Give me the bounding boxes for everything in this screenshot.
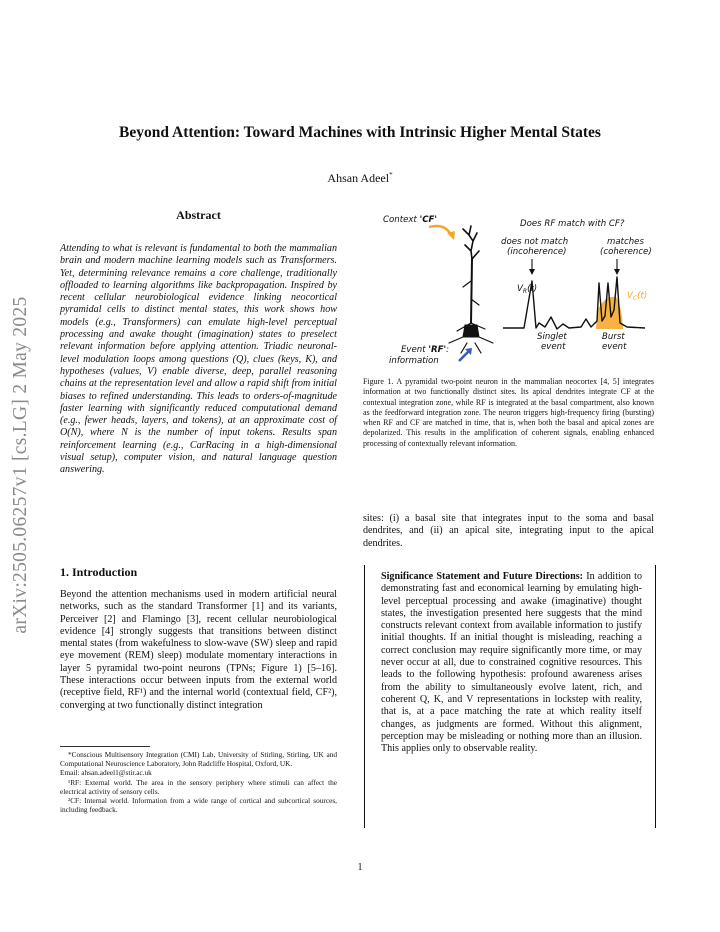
membrane-potential-trace xyxy=(503,277,648,329)
figure-context-label: Context 'CF' xyxy=(383,215,438,225)
abstract-heading: Abstract xyxy=(176,208,221,222)
match-line1: matches xyxy=(607,237,644,247)
figure-question: Does RF match with CF? xyxy=(520,219,625,229)
footnote-cf: ²CF: Internal world. Information from a wide range of cortical and subcortical sources, including feedback. xyxy=(60,796,337,815)
page-number: 1 xyxy=(357,862,363,873)
author-mark: * xyxy=(389,171,393,179)
paper-title: Beyond Attention: Toward Machines with Intrinsic Higher Mental States xyxy=(119,124,601,141)
footnote-affiliation: *Conscious Multisensory Integration (CMI) Lab, University of Stirling, Stirling, UK and Computational Neuroscience Laboratory, John Radcliffe Hospital, Oxford, UK. xyxy=(60,750,337,769)
footnote-rf: ¹RF: External world. The area in the sensory periphery where stimuli can affect the electrical activity of sensory cells. xyxy=(60,777,337,796)
significance-content xyxy=(381,571,642,755)
burst-line2: event xyxy=(602,342,627,352)
footnotes xyxy=(60,750,337,814)
abstract-text: Attending to what is relevant is fundamental to both the mammalian brain and modern machine learning models such as Transformers. Yet, determining relevance remains a core challenge, traditionally offloaded to learning algorithms like backpropagation. Inspired by recent cellular neurobiological evidence linking neocortical pyramidal cells to distinct mental states, this work shows how models (e.g., Transformers) can emulate high-level perceptual processing and awake thought (imagination) states to preselect relevant information before applying attention. Triadic neuronal-level modulation loops among questions (Q), clues (keys, K), and hypotheses (values, V) enable diverse, deep, parallel reasoning chains at the representation level and allow a rapid shift from initial biases to refined understanding. This leads to orders-of-magnitude faster learning with significantly reduced computational demand (e.g., fewer heads, layers, and tokens), at an approximate cost of O(N), where N is the number of input tokens. Results span reinforcement learning (e.g., CarRacing in a high-dimensional visual setup), computer vision, and natural language question answering. xyxy=(60,243,337,476)
singlet-line2: event xyxy=(541,342,566,352)
introduction-text: Beyond the attention mechanisms used in modern artificial neural networks, such as the standard Transformer [1] and its variants, Perceiver [2] and Flamingo [3], recent cellular neurobiological evidence [4] strongly suggests that transitions between distinct mental states (from wakefulness to slow-wave (SW) sleep and rapid eye movement (REM) sleep) modulate momentary interactions in layer 5 pyramidal two-point neurons (TPNs; Figure 1) [5–16]. These interactions occur between inputs from the external world (receptive field, RF¹) and the internal world (contextual field, CF²), converging at two functionally distinct integration xyxy=(60,589,337,711)
introduction-heading: 1. Introduction xyxy=(60,565,138,579)
vr-label: $V_R(t)$ xyxy=(517,284,538,295)
arxiv-stamp xyxy=(8,250,34,680)
no-match-line2: (incoherence) xyxy=(507,247,567,257)
right-column-text: sites: (i) a basal site that integrates input to the soma and basal dendrites, and (ii) an apical site, integrating input to the apical dendrites. xyxy=(363,513,654,549)
vc-label: $V_C(t)$ xyxy=(627,291,648,302)
figure-1 xyxy=(383,211,653,371)
no-match-line1: does not match xyxy=(501,237,569,247)
match-line2: (coherence) xyxy=(600,247,652,257)
no-match-pointer-head xyxy=(529,269,535,275)
author-name: Ahsan Adeel xyxy=(327,171,390,185)
event-arrow xyxy=(459,351,469,361)
footnote-rule xyxy=(60,746,150,747)
arxiv-stamp-text: arXiv:2505.06257v1 [cs.LG] 2 May 2025 xyxy=(10,296,31,634)
pyramidal-neuron-icon xyxy=(449,226,493,353)
burst-line1: Burst xyxy=(602,332,625,342)
figure-event-label: Event 'RF': xyxy=(401,345,450,355)
significance-heading: Significance Statement and Future Directions: xyxy=(381,571,584,582)
label-pointers xyxy=(532,259,617,271)
match-pointer-head xyxy=(614,269,620,275)
author-line xyxy=(0,171,720,186)
significance-text: In addition to demonstrating fast and economical learning by emulating high-level perceptual processing and awake (imaginative) thought states, the investigation presented here suggests that the mind constructs relevant context from available information to justify initial thoughts. If an initial thought is misleading, reaching a correct conclusion may require significantly more time, or may never occur at all, due to constrained cognitive resources. This leads to the following hypothesis: profound awareness arises from the ability to simultaneously evolve latent, rich, and coherent Q, K, and V representations in lockstep with reality, that is, at a pace matching the rate at which reality itself changes, as judgments are formed. Without this alignment, perception may be misleading or nothing more than an illusion. This applies only to observable reality. xyxy=(381,571,643,755)
singlet-line1: Singlet xyxy=(537,332,567,342)
significance-box xyxy=(364,565,656,828)
figure-information-label: information xyxy=(389,356,439,366)
footnote-email: Email: ahsan.adeel1@stir.ac.uk xyxy=(60,768,152,778)
figure-caption: Figure 1. A pyramidal two-point neuron in the mammalian neocortex [4, 5] integrates information at two functionally distinct sites. Its apical dendrites integrate CF at the contextual integration zone, while RF is integrated at the basal compartment, also known as the feedforward integration zone. The neuron triggers high-frequency firing (bursting) when RF and CF are matched in time, that is, when both the basal and apical zones are depolarized. This results in the amplification of coherent signals, enabling enhanced processing of contextually relevant information. xyxy=(363,377,654,448)
